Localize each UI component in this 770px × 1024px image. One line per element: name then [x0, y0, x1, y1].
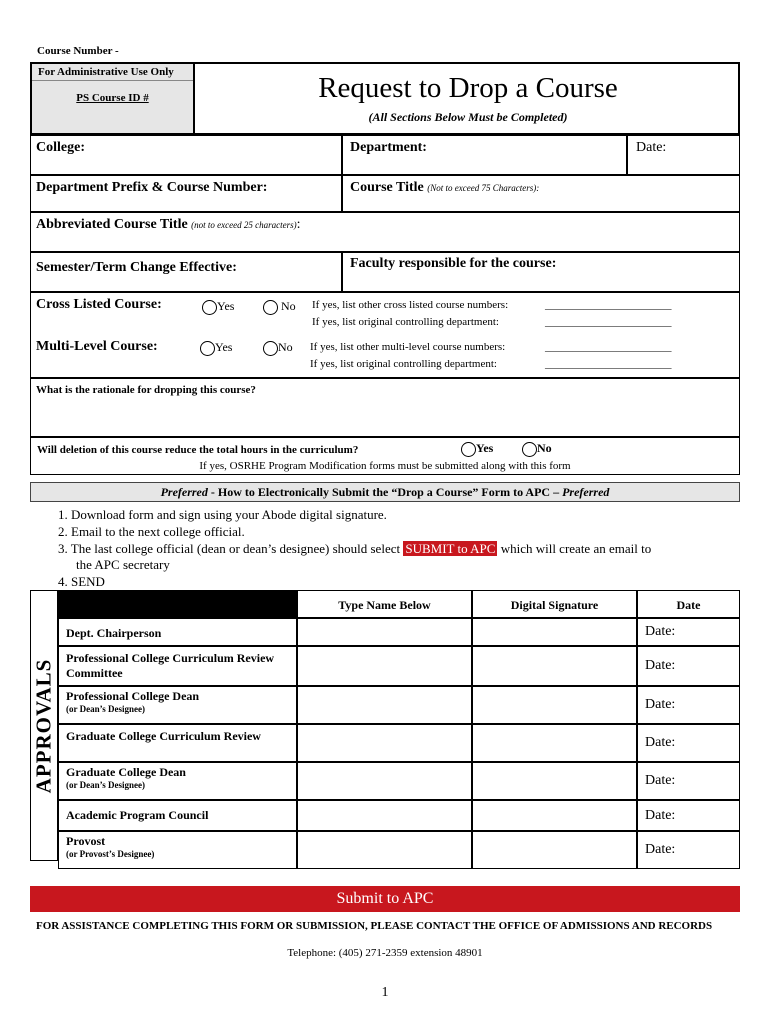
multi-level-no-label: No	[278, 340, 293, 354]
approval-title: Graduate College Curriculum Review	[66, 729, 261, 743]
ps-course-id-label: PS Course ID #	[76, 92, 149, 104]
deletion-yes-option[interactable]	[461, 441, 493, 457]
cross-listed-no-label: No	[281, 299, 296, 313]
col-type-name-header: Type Name Below	[297, 590, 472, 618]
deletion-note: If yes, OSRHE Program Modification forms must be submitted along with this form	[199, 460, 571, 472]
abbrev-title-colon: :	[296, 217, 301, 232]
approval-date-label: Date:	[645, 735, 676, 750]
multi-level-blank1[interactable]: _______________________	[545, 341, 672, 353]
preferred-prefix: Preferred	[160, 485, 208, 499]
step-1-number: 1.	[58, 507, 68, 522]
course-number-label: Course Number -	[37, 45, 119, 57]
multi-level-blank2[interactable]: _______________________	[545, 358, 672, 370]
type-name-input[interactable]	[297, 618, 472, 646]
cross-listed-blank1[interactable]: _______________________	[545, 299, 672, 311]
page-title: Request to Drop a Course	[318, 72, 618, 104]
step-3	[58, 541, 738, 558]
approval-title: Academic Program Council	[66, 808, 209, 822]
step-1-text: Download form and sign using your Abode digital signature.	[71, 507, 387, 522]
col-date-header: Date	[637, 590, 740, 618]
step-3-text-b: which will create an email to	[497, 540, 652, 556]
approval-title-cell	[58, 618, 297, 646]
type-name-input[interactable]	[297, 646, 472, 686]
approvals-side-box	[30, 590, 58, 861]
step-4-text: SEND	[71, 574, 105, 590]
preferred-bar	[30, 482, 740, 502]
approval-title-cell	[58, 646, 297, 686]
department-label: Department:	[350, 140, 427, 155]
steps-list	[58, 507, 738, 591]
page-subtitle: (All Sections Below Must be Completed)	[368, 110, 568, 124]
preferred-suffix: Preferred	[562, 485, 610, 499]
approval-date-label: Date:	[645, 773, 676, 788]
digital-signature-field[interactable]	[472, 686, 637, 724]
digital-signature-field[interactable]	[472, 724, 637, 762]
cross-listed-blank2[interactable]: _______________________	[545, 316, 672, 328]
step-2	[58, 524, 738, 541]
deletion-no-option[interactable]	[522, 441, 552, 457]
department-field[interactable]	[342, 135, 627, 175]
cross-listed-line2: If yes, list original controlling department:	[312, 316, 499, 328]
multi-level-no-option[interactable]	[263, 340, 293, 356]
approval-date-cell[interactable]	[637, 686, 740, 724]
type-name-input[interactable]	[297, 800, 472, 831]
cross-listed-line1: If yes, list other cross listed course numbers:	[312, 299, 509, 311]
multi-level-yes-option[interactable]	[200, 340, 232, 356]
multi-level-label: Multi-Level Course:	[36, 339, 158, 354]
step-4	[58, 574, 738, 591]
deletion-question: Will deletion of this course reduce the total hours in the curriculum?	[37, 444, 359, 456]
semester-field[interactable]	[30, 252, 342, 292]
multi-level-line2: If yes, list original controlling department:	[310, 358, 497, 370]
approval-date-cell[interactable]	[637, 618, 740, 646]
approval-date-cell[interactable]	[637, 762, 740, 800]
approval-title-cell	[58, 762, 297, 800]
approval-date-cell[interactable]	[637, 831, 740, 869]
approval-subtitle: (or Dean’s Designee)	[66, 704, 145, 714]
submit-to-apc-link[interactable]: SUBMIT to APC	[405, 540, 496, 556]
multi-level-no-radio[interactable]	[263, 341, 278, 356]
step-2-number: 2.	[58, 523, 68, 539]
course-title-field[interactable]	[342, 175, 740, 212]
approval-date-cell[interactable]	[637, 646, 740, 686]
preferred-middle: - How to Electronically Submit the “Drop a Course” Form to APC –	[207, 485, 563, 499]
type-name-input[interactable]	[297, 831, 472, 869]
deletion-no-radio[interactable]	[522, 442, 537, 457]
step-2-text: Email to the next college official.	[71, 523, 245, 539]
assistance-text: FOR ASSISTANCE COMPLETING THIS FORM OR SUBMISSION, PLEASE CONTACT THE OFFICE OF ADMISSIONS AND RECORDS	[36, 920, 713, 932]
step-3-text-a: The last college official (dean or dean’s designee) should select	[70, 540, 404, 556]
step-3-continued: the APC secretary	[76, 557, 170, 573]
faculty-label: Faculty responsible for the course:	[350, 256, 557, 271]
cross-listed-label: Cross Listed Course:	[36, 297, 162, 312]
type-name-input[interactable]	[297, 724, 472, 762]
abbrev-title-label: Abbreviated Course Title	[36, 217, 188, 232]
digital-signature-field[interactable]	[472, 646, 637, 686]
approvals-side-label: APPROVALS	[31, 658, 56, 793]
admin-use-label: For Administrative Use Only	[32, 64, 193, 81]
cross-listed-no-radio[interactable]	[263, 300, 278, 315]
submit-to-apc-button[interactable]: Submit to APC	[30, 886, 740, 912]
approval-title-cell	[58, 800, 297, 831]
approval-date-cell[interactable]	[637, 724, 740, 762]
digital-signature-field[interactable]	[472, 762, 637, 800]
admin-use-box	[32, 64, 195, 133]
multi-level-line1: If yes, list other multi-level course numbers:	[310, 341, 506, 353]
approvals-header-black	[58, 590, 297, 618]
cross-listed-yes-label: Yes	[217, 299, 235, 313]
type-name-input[interactable]	[297, 686, 472, 724]
digital-signature-field[interactable]	[472, 831, 637, 869]
rationale-field[interactable]	[30, 378, 740, 437]
approval-date-label: Date:	[645, 807, 676, 823]
college-label: College:	[36, 140, 85, 155]
step-4-number: 4.	[58, 574, 68, 590]
approval-title-cell	[58, 724, 297, 762]
abbrev-title-field[interactable]	[30, 212, 740, 252]
deletion-yes-label: Yes	[476, 441, 494, 455]
approval-title-cell	[58, 686, 297, 724]
col-signature-header: Digital Signature	[472, 590, 637, 618]
approval-title: Professional College Dean	[66, 689, 200, 703]
approval-title: Provost	[66, 834, 106, 848]
deletion-no-label: No	[537, 441, 552, 455]
step-1	[58, 507, 738, 524]
type-name-input[interactable]	[297, 762, 472, 800]
abbrev-title-note: (not to exceed 25 characters)	[191, 220, 297, 230]
approval-subtitle: (or Dean’s Designee)	[66, 780, 145, 790]
course-title-note: (Not to exceed 75 Characters):	[427, 183, 540, 193]
approval-date-label: Date:	[645, 658, 676, 673]
approval-date-label: Date:	[645, 697, 676, 712]
approval-title: Professional College Curriculum Review Committee	[66, 651, 275, 680]
approval-subtitle: (or Provost’s Designee)	[66, 849, 155, 859]
approval-title: Dept. Chairperson	[66, 626, 162, 640]
date-label: Date:	[636, 140, 667, 155]
cross-listed-yes-option[interactable]	[202, 299, 234, 315]
faculty-field[interactable]	[342, 252, 740, 292]
multi-level-yes-radio[interactable]	[200, 341, 215, 356]
approval-title: Graduate College Dean	[66, 765, 186, 779]
college-field[interactable]	[30, 135, 342, 175]
digital-signature-field[interactable]	[472, 800, 637, 831]
dept-prefix-label: Department Prefix & Course Number:	[36, 180, 268, 195]
cross-listed-yes-radio[interactable]	[202, 300, 217, 315]
multi-level-yes-label: Yes	[215, 340, 233, 354]
rationale-question: What is the rationale for dropping this course?	[36, 384, 256, 396]
approval-date-label: Date:	[645, 624, 676, 639]
page-number: 1	[381, 985, 389, 1000]
deletion-yes-radio[interactable]	[461, 442, 476, 457]
approval-date-cell[interactable]	[637, 800, 740, 831]
semester-label: Semester/Term Change Effective:	[36, 260, 237, 275]
step-3-number: 3.	[58, 540, 68, 556]
approval-date-label: Date:	[645, 842, 676, 857]
dept-prefix-field[interactable]	[30, 175, 342, 212]
approval-title-cell	[58, 831, 297, 869]
digital-signature-field[interactable]	[472, 618, 637, 646]
course-title-label: Course Title	[350, 180, 424, 195]
cross-listed-no-option[interactable]	[263, 299, 296, 315]
date-field[interactable]	[627, 135, 740, 175]
telephone-text: Telephone: (405) 271-2359 extension 48901	[287, 947, 483, 959]
